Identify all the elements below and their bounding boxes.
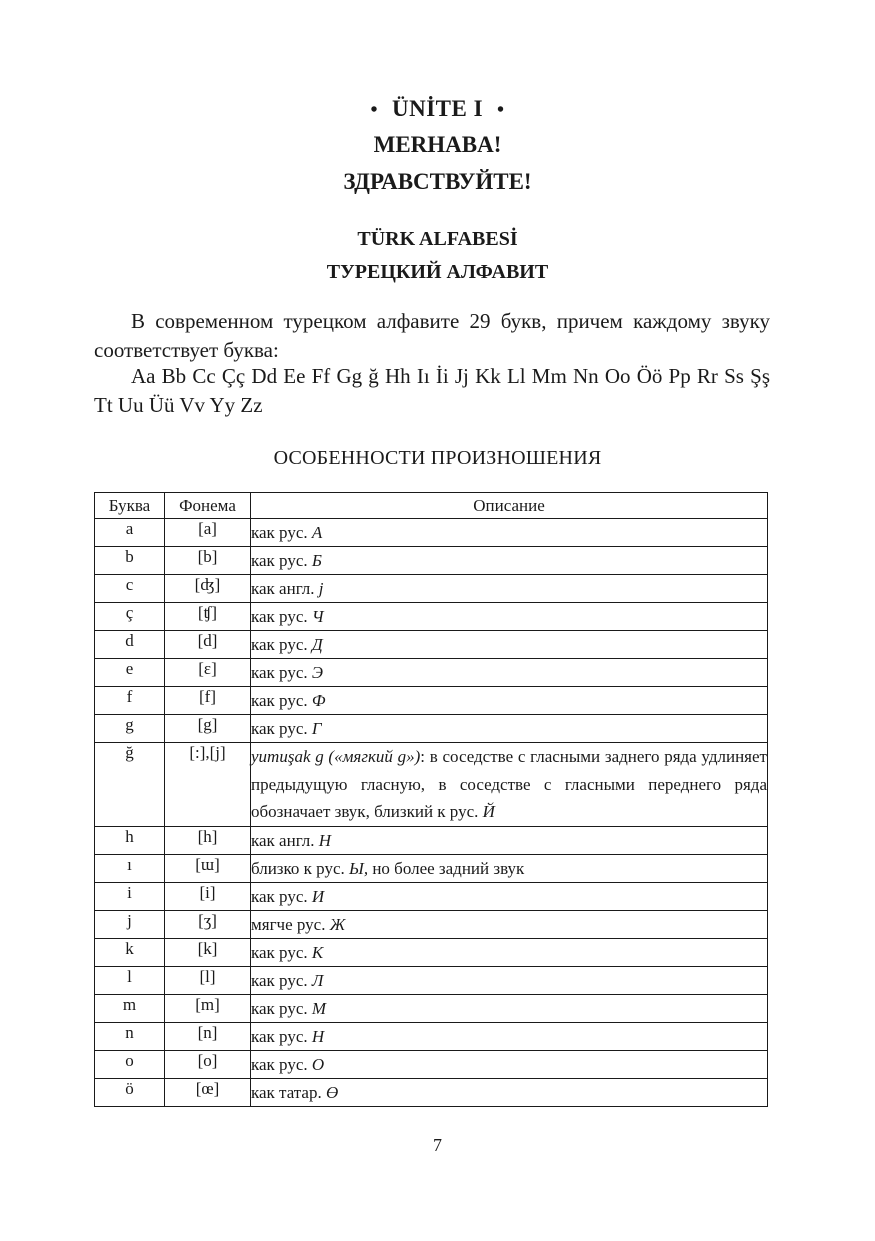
description-example: М <box>311 998 327 1018</box>
table-row <box>95 659 768 687</box>
cell-letter: f <box>95 687 165 715</box>
alphabet-letters: Aa Bb Cc Çç Dd Ee Ff Gg ğ Hh Iı İi Jj Kk Ll Mm Nn Oo Öö Pp Rr Ss Şş Tt Uu Üü Vv Yy Zz <box>94 364 770 417</box>
description-text: близко к рус. <box>251 858 345 878</box>
cell-phoneme: [d] <box>165 631 251 659</box>
greeting-turkish: MERHABA! <box>373 132 502 157</box>
cell-description <box>251 826 768 854</box>
cell-phoneme: [b] <box>165 547 251 575</box>
description-text: как рус. <box>251 719 308 738</box>
description-example: j <box>318 579 324 598</box>
table-row <box>95 631 768 659</box>
cell-phoneme: [k] <box>165 938 251 966</box>
table-row <box>95 603 768 631</box>
description-example: И <box>311 886 325 906</box>
table-row <box>95 1022 768 1050</box>
cell-description <box>251 966 768 994</box>
description-example: Н <box>311 1026 325 1046</box>
cell-phoneme: [m] <box>165 994 251 1022</box>
description-text: как англ. <box>251 830 315 850</box>
cell-description <box>251 994 768 1022</box>
description-example: Д <box>311 635 323 654</box>
description-text: как рус. <box>251 886 308 906</box>
description-example: Л <box>311 970 324 990</box>
description-text: как рус. <box>251 607 308 626</box>
cell-description <box>251 575 768 603</box>
description-text: мягче рус. <box>251 914 326 934</box>
table-row <box>95 687 768 715</box>
description-text: как татар. <box>251 1082 322 1102</box>
cell-phoneme: [ɯ] <box>165 854 251 882</box>
unit-heading <box>0 97 875 120</box>
table-row <box>95 1050 768 1078</box>
cell-letter: j <box>95 910 165 938</box>
cell-letter: c <box>95 575 165 603</box>
cell-phoneme: [a] <box>165 519 251 547</box>
header-letter: Буква <box>95 493 165 519</box>
cell-phoneme: [h] <box>165 826 251 854</box>
table-row <box>95 966 768 994</box>
table-row <box>95 743 768 827</box>
description-text: как рус. <box>251 998 308 1018</box>
table-row <box>95 1078 768 1106</box>
header-phoneme: Фонема <box>165 493 251 519</box>
cell-phoneme: [f] <box>165 687 251 715</box>
description-text: как рус. <box>251 691 308 710</box>
description-example: Э <box>311 663 324 682</box>
description-text: как рус. <box>251 1026 308 1046</box>
cell-description <box>251 938 768 966</box>
description-text: как рус. <box>251 942 308 962</box>
cell-description <box>251 659 768 687</box>
description-text: как рус. <box>251 663 308 682</box>
cell-letter: m <box>95 994 165 1022</box>
description-text: как рус. <box>251 970 308 990</box>
cell-letter: b <box>95 547 165 575</box>
cell-letter: i <box>95 882 165 910</box>
description-text: как рус. <box>251 1054 308 1074</box>
table-row <box>95 854 768 882</box>
section-title: ОСОБЕННОСТИ ПРОИЗНОШЕНИЯ <box>273 447 602 469</box>
description-tail: но более задний звук <box>372 858 525 878</box>
page-number: 7 <box>433 1135 442 1155</box>
bullet-left: • <box>370 99 378 121</box>
description-example: А <box>311 523 323 542</box>
cell-description <box>251 854 768 882</box>
table-row <box>95 882 768 910</box>
header-description: Описание <box>251 493 768 519</box>
cell-letter: ç <box>95 603 165 631</box>
cell-letter: l <box>95 966 165 994</box>
cell-description <box>251 547 768 575</box>
cell-description <box>251 743 768 827</box>
description-term: yumuşak g («мягкий g») <box>251 747 421 766</box>
cell-letter: ö <box>95 1078 165 1106</box>
description-text: : в соседстве с гласными заднего ряда удлиняет предыдущую гласную, в соседстве с гласными переднего ряда обозначает звук, близкий к рус. <box>251 747 767 821</box>
table-row <box>95 547 768 575</box>
cell-description <box>251 1078 768 1106</box>
description-text: как англ. <box>251 579 315 598</box>
cell-phoneme: [n] <box>165 1022 251 1050</box>
description-example: Ы, <box>349 858 369 878</box>
greeting-russian: ЗДРАВСТВУЙТЕ! <box>343 169 532 194</box>
cell-phoneme: [g] <box>165 715 251 743</box>
cell-description <box>251 882 768 910</box>
cell-letter: ğ <box>95 743 165 827</box>
cell-description <box>251 1050 768 1078</box>
alphabet-heading-russian: ТУРЕЦКИЙ АЛФАВИТ <box>326 261 549 283</box>
description-example: Б <box>311 551 322 570</box>
description-text: как рус. <box>251 551 308 570</box>
cell-letter: d <box>95 631 165 659</box>
cell-description <box>251 519 768 547</box>
cell-description <box>251 910 768 938</box>
table-row <box>95 910 768 938</box>
description-example: Ж <box>329 914 346 934</box>
table-row <box>95 519 768 547</box>
description-example: О <box>311 1054 325 1074</box>
cell-letter: g <box>95 715 165 743</box>
description-example: Ф <box>311 691 326 710</box>
description-text: как рус. <box>251 635 308 654</box>
cell-description <box>251 631 768 659</box>
description-example: К <box>311 942 324 962</box>
intro-paragraph: В современном турецком алфавите 29 букв, причем каждому звуку соответствует буква: <box>94 309 770 362</box>
cell-letter: ı <box>95 854 165 882</box>
cell-phoneme: [ʧ] <box>165 603 251 631</box>
pronunciation-table <box>94 492 768 1107</box>
table-body <box>95 519 768 1107</box>
description-example: Ч <box>311 607 324 626</box>
cell-phoneme: [œ] <box>165 1078 251 1106</box>
description-example: H <box>318 830 332 850</box>
table-row <box>95 575 768 603</box>
description-text: как рус. <box>251 523 308 542</box>
cell-letter: e <box>95 659 165 687</box>
table-header-row <box>95 493 768 519</box>
cell-phoneme: [ʒ] <box>165 910 251 938</box>
table-row <box>95 715 768 743</box>
description-example: Й <box>482 802 495 821</box>
cell-letter: n <box>95 1022 165 1050</box>
table-row <box>95 938 768 966</box>
alphabet-heading-turkish: TÜRK ALFABESİ <box>357 228 518 250</box>
cell-phoneme: [o] <box>165 1050 251 1078</box>
cell-phoneme: [l] <box>165 966 251 994</box>
cell-phoneme: [:],[j] <box>165 743 251 827</box>
table-row <box>95 826 768 854</box>
cell-description <box>251 603 768 631</box>
cell-letter: h <box>95 826 165 854</box>
cell-description <box>251 1022 768 1050</box>
description-example: Г <box>311 719 322 738</box>
cell-phoneme: [ɛ] <box>165 659 251 687</box>
table-row <box>95 994 768 1022</box>
description-example: Ө <box>325 1082 339 1102</box>
cell-description <box>251 687 768 715</box>
cell-letter: o <box>95 1050 165 1078</box>
unit-title: ÜNİTE I <box>391 96 484 121</box>
bullet-right: • <box>497 99 505 121</box>
cell-letter: a <box>95 519 165 547</box>
cell-description <box>251 715 768 743</box>
cell-letter: k <box>95 938 165 966</box>
cell-phoneme: [ʤ] <box>165 575 251 603</box>
cell-phoneme: [i] <box>165 882 251 910</box>
